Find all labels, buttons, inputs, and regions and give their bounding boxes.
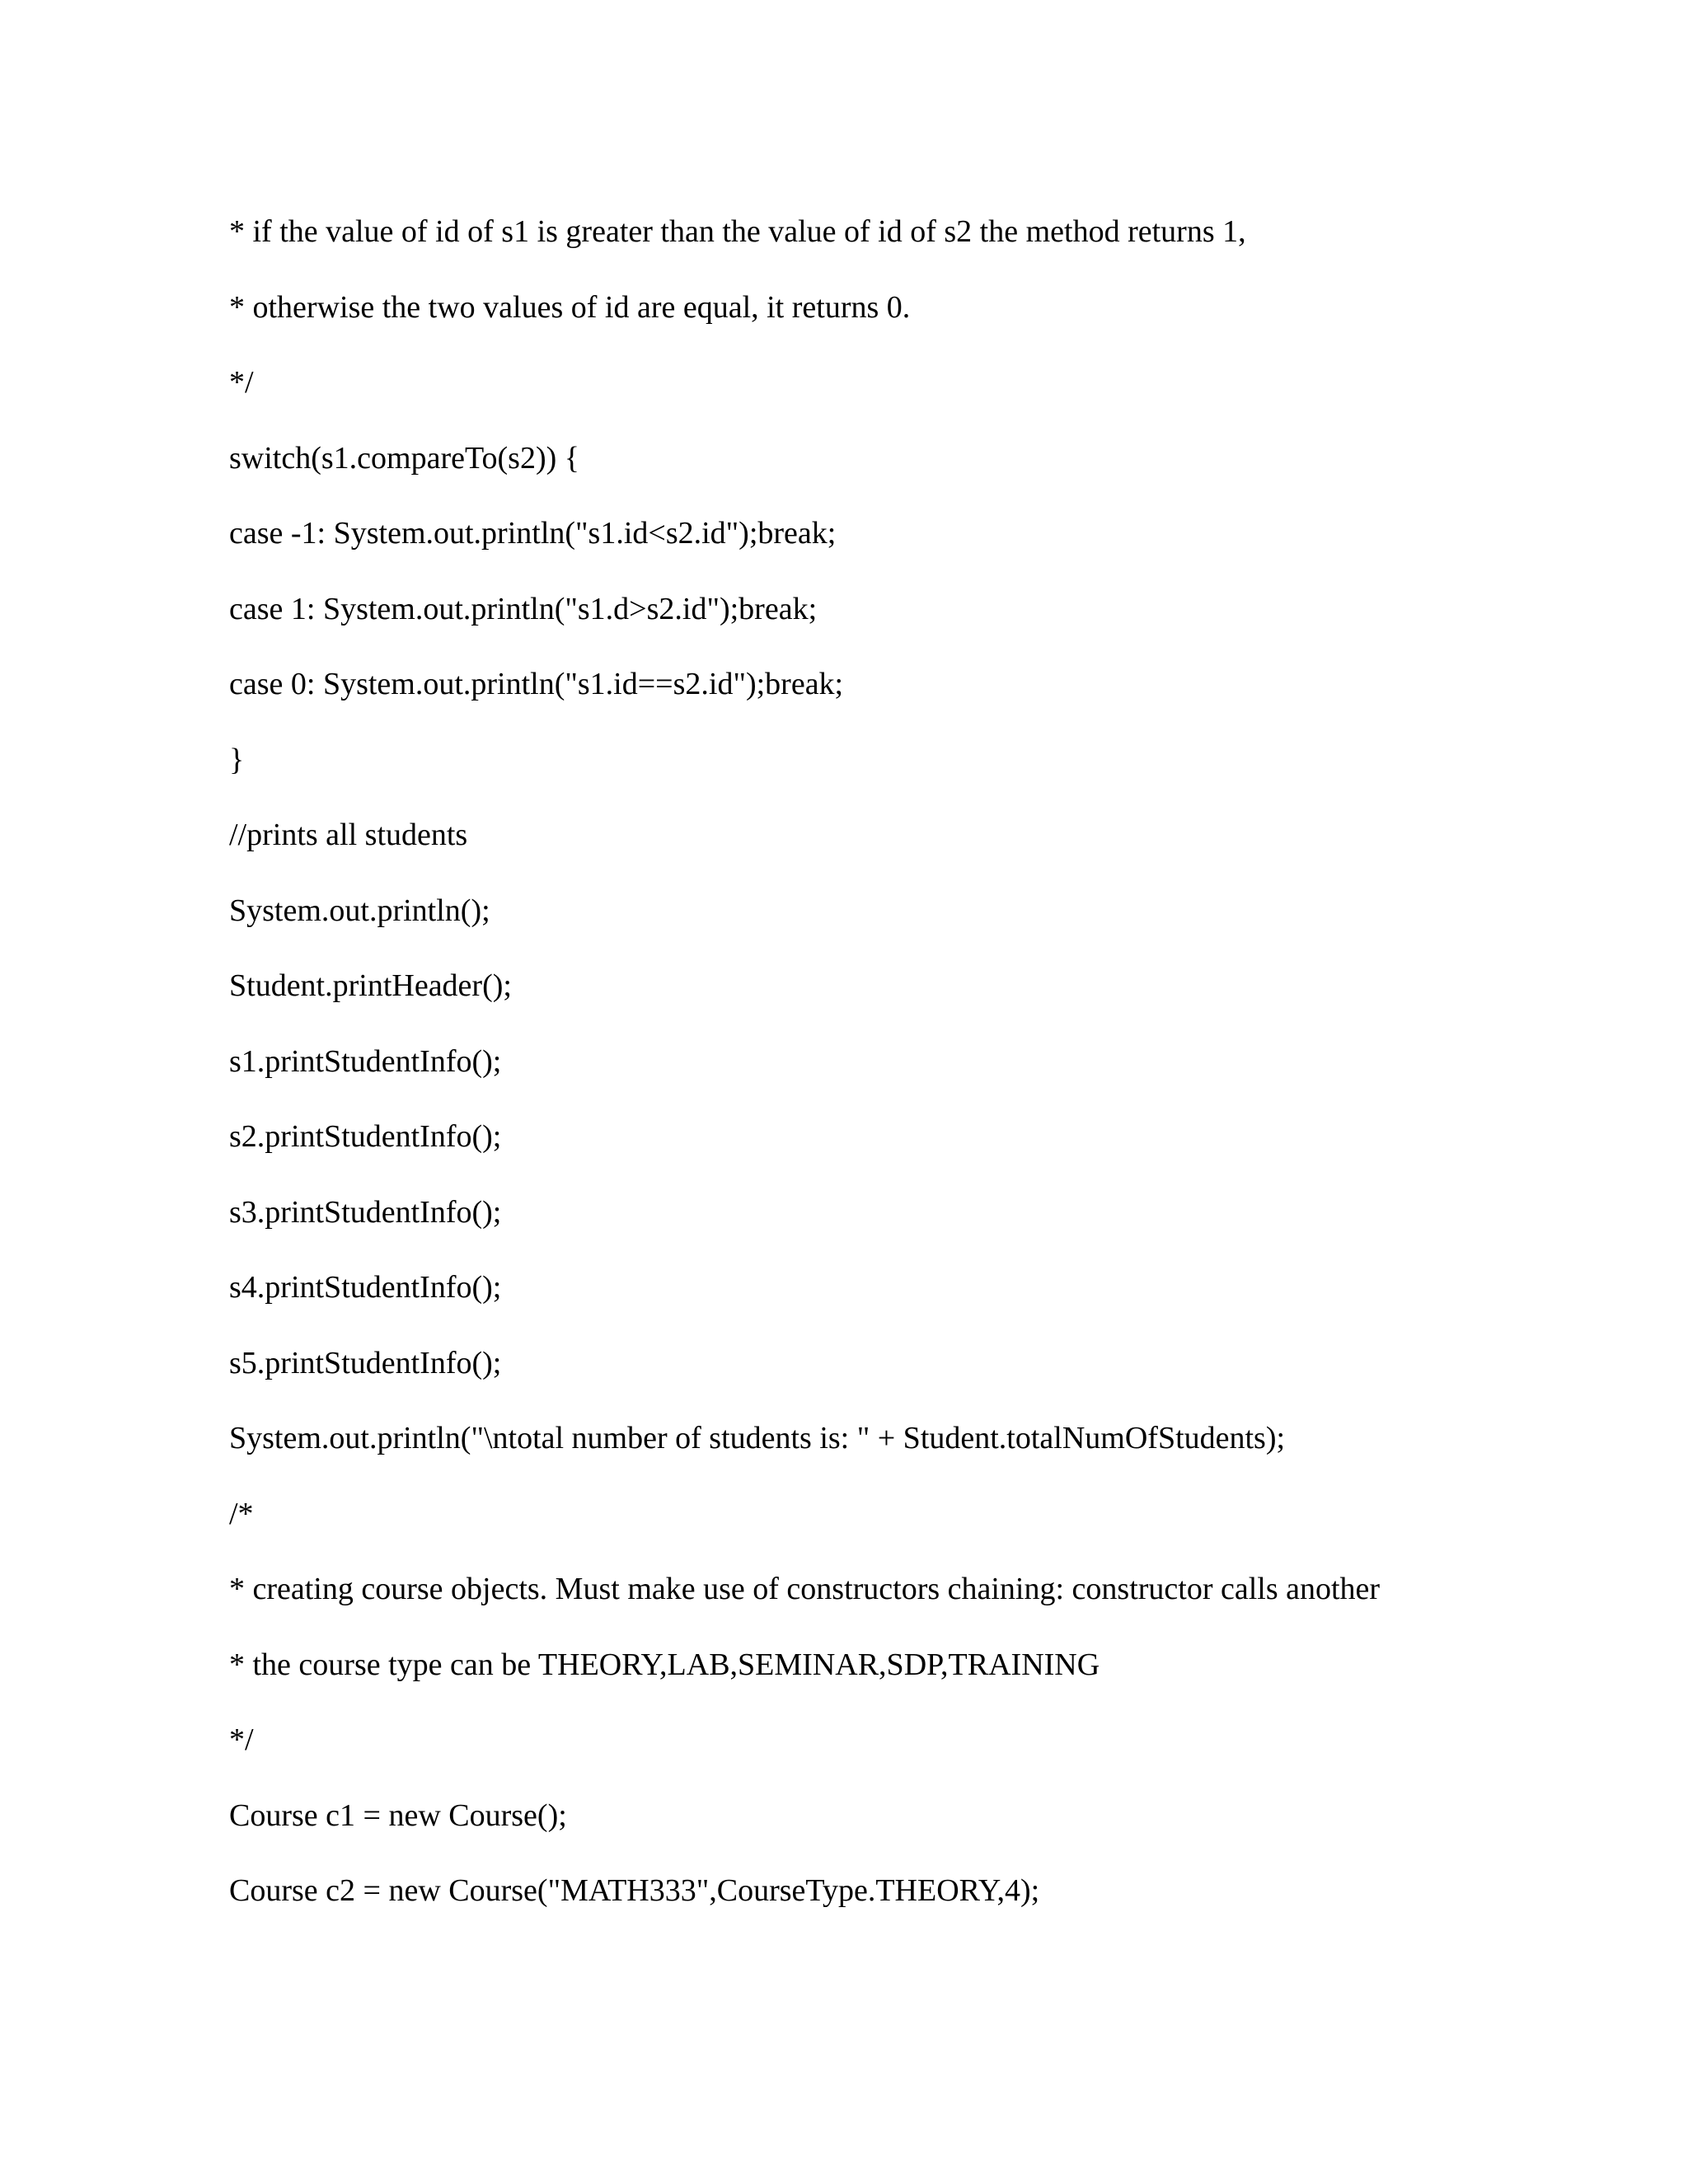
case-line: case 1: System.out.println("s1.d>s2.id");break; bbox=[229, 591, 818, 626]
code-line: s2.printStudentInfo(); bbox=[229, 1119, 502, 1154]
code-line: Course c1 = new Course(); bbox=[229, 1797, 567, 1833]
closing-brace-line: } bbox=[229, 742, 245, 777]
code-line: s5.printStudentInfo(); bbox=[229, 1345, 502, 1380]
code-line: s4.printStudentInfo(); bbox=[229, 1270, 502, 1305]
code-line: System.out.println(); bbox=[229, 893, 490, 928]
comment-line: * otherwise the two values of id are equal, it returns 0. bbox=[229, 289, 911, 325]
code-line: Student.printHeader(); bbox=[229, 968, 512, 1003]
code-listing bbox=[229, 194, 1630, 1929]
comment-line: * the course type can be THEORY,LAB,SEMINAR,SDP,TRAINING bbox=[229, 1647, 1100, 1682]
comment-line: * if the value of id of s1 is greater than the value of id of s2 the method returns 1, bbox=[229, 214, 1246, 249]
comment-end-line: */ bbox=[229, 365, 254, 400]
comment-end-line: */ bbox=[229, 1722, 254, 1757]
case-line: case 0: System.out.println("s1.id==s2.id");break; bbox=[229, 667, 844, 701]
comment-start-line: /* bbox=[229, 1496, 254, 1531]
switch-statement-line: switch(s1.compareTo(s2)) { bbox=[229, 440, 580, 476]
comment-line: * creating course objects. Must make use of constructors chaining: constructor calls another bbox=[229, 1572, 1381, 1606]
code-line: Course c2 = new Course("MATH333",CourseType.THEORY,4); bbox=[229, 1873, 1040, 1908]
code-line: s1.printStudentInfo(); bbox=[229, 1043, 502, 1079]
case-line: case -1: System.out.println("s1.id<s2.id");break; bbox=[229, 516, 837, 551]
code-line: System.out.println("\ntotal number of students is: " + Student.totalNumOfStudents); bbox=[229, 1421, 1286, 1455]
comment-line: //prints all students bbox=[229, 818, 468, 852]
code-line: s3.printStudentInfo(); bbox=[229, 1194, 502, 1230]
